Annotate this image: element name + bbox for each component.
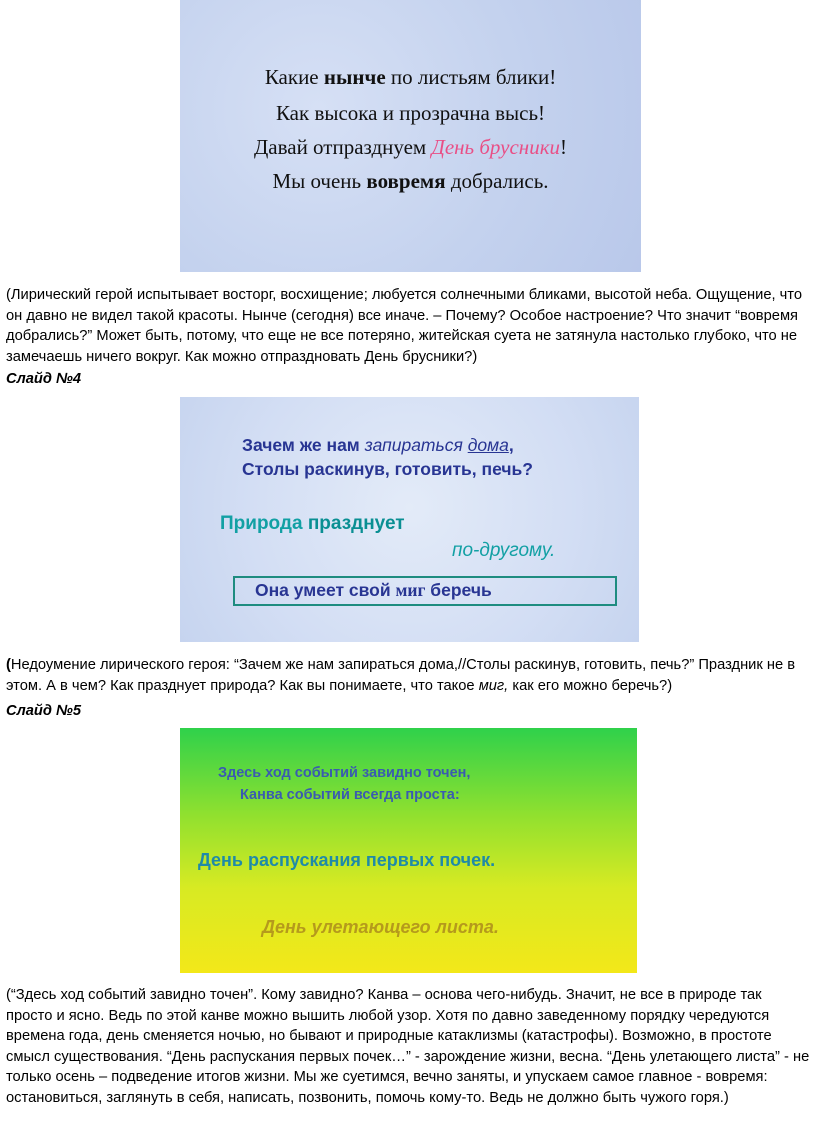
poem-line-4: Мы очень вовремя добрались. xyxy=(272,169,549,193)
slide-4-image xyxy=(180,397,639,642)
poem-line-2: Как высока и прозрачна высь! xyxy=(275,101,546,125)
slide-5-image xyxy=(180,728,637,973)
slide-3-image xyxy=(180,0,641,272)
poem-line-1: Какие нынче по листьям блики! xyxy=(264,65,557,89)
slide4-line-5: Она умеет свой миг беречь xyxy=(255,580,492,600)
poem-line-3: Давай отпразднуем День брусники! xyxy=(253,135,568,159)
den-brusniki-highlight: День брусники xyxy=(431,135,561,159)
slide4-line-3: Природа празднует xyxy=(220,513,405,534)
slide4-line-2: Столы раскинув, готовить, печь? xyxy=(242,459,533,479)
commentary-paragraph-1: (Лирический герой испытывает восторг, восхищение; любуется солнечными бликами, высотой неба. Ощущение, что он давно не видел такой красоты. Нынче (сегодня) все иначе. – Почему? Особое настроение? Что значит “вовремя добрались?” Может быть, потому, что еще не все потеряно, житейская суета не затянула настолько глубоко, что не замечаешь ничего вокруг. Как можно отпраздновать День брусники?) xyxy=(6,287,803,365)
slide-5-heading: Слайд №5 xyxy=(6,703,82,719)
slide5-line-3: День распускания первых почек. xyxy=(198,850,496,870)
slide-4-heading: Слайд №4 xyxy=(6,371,82,387)
slide4-line-1: Зачем же нам запираться дома, xyxy=(242,435,514,455)
slide5-line-1: Здесь ход событий завидно точен, xyxy=(218,765,471,781)
slide5-line-4: День улетающего листа. xyxy=(262,917,499,937)
slide5-line-2: Канва событий всегда проста: xyxy=(240,787,460,803)
commentary-paragraph-3: (“Здесь ход событий завидно точен”. Кому завидно? Канва – основа чего-нибудь. Значит, не все в природе так просто и ясно. Ведь по этой канве можно вышить любой узор. Хотя по давно заведенному порядку чередуются времена года, день сменяется ночью, но бывают и природные катаклизмы (катастрофы). Возможно, в простоте смысл существования. “День распускания первых почек…” - зарождение жизни, весна. “День улетающего листа” - не только осень – подведение итогов жизни. Мы же суетимся, вечно заняты, и упускаем самое главное - вовремя: остановиться, заглянуть в себя, написать, позвонить, помочь кому-то. Ведь не должно быть чужого горя.) xyxy=(6,987,810,1106)
slide4-line-4: по-другому. xyxy=(452,540,556,561)
commentary-paragraph-2: (Недоумение лирического героя: “Зачем же нам запираться дома,//Столы раскинув, готовить, печь?” Праздник не в этом. А в чем? Как празднует природа? Как вы понимаете, что такое миг, как его можно беречь?) xyxy=(6,657,796,694)
